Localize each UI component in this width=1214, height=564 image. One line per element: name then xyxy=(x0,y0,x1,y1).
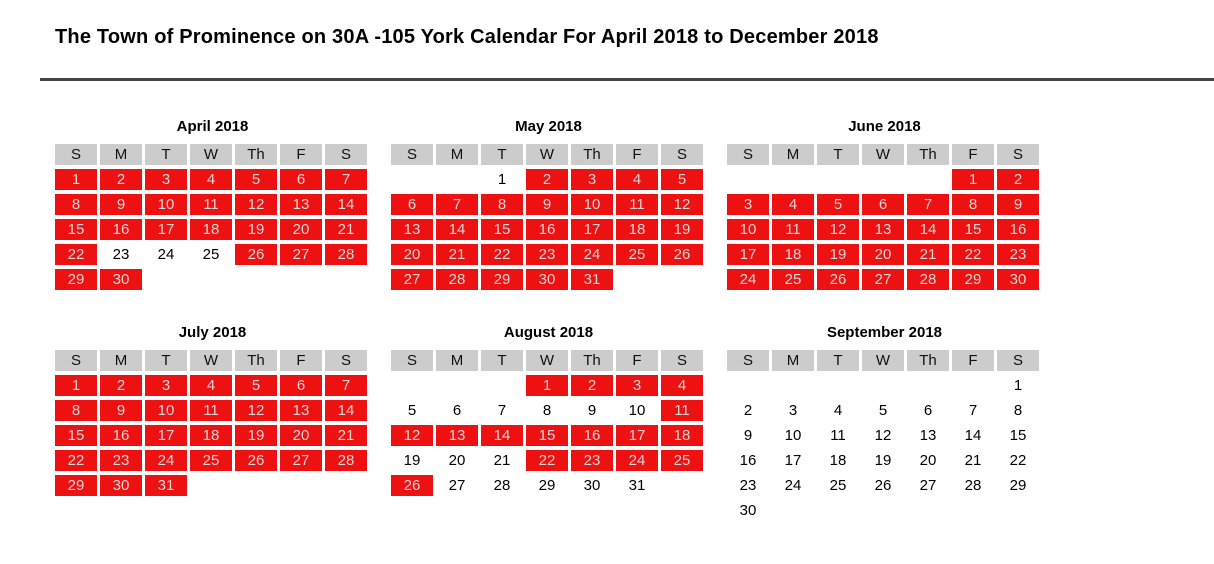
day-cell-14[interactable]: 14 xyxy=(907,219,949,240)
day-cell-1[interactable]: 1 xyxy=(526,375,568,396)
day-cell-30[interactable]: 30 xyxy=(739,502,757,519)
day-cell-27[interactable]: 27 xyxy=(862,269,904,290)
month-grid xyxy=(727,144,1042,290)
day-cell-15[interactable]: 15 xyxy=(481,219,523,240)
day-header: T xyxy=(817,350,859,371)
day-cell-12[interactable]: 12 xyxy=(661,194,703,215)
day-cell-4[interactable]: 4 xyxy=(772,194,814,215)
month-april-2018 xyxy=(55,118,370,290)
day-cell-20[interactable]: 20 xyxy=(919,452,937,469)
day-cell-30[interactable]: 30 xyxy=(526,269,568,290)
day-cell-30[interactable]: 30 xyxy=(583,477,601,494)
day-header: T xyxy=(817,144,859,165)
empty-cell xyxy=(727,169,769,190)
day-cell-6[interactable]: 6 xyxy=(923,402,933,419)
day-header: W xyxy=(862,350,904,371)
day-cell-10[interactable]: 10 xyxy=(145,194,187,215)
day-cell-5[interactable]: 5 xyxy=(817,194,859,215)
day-cell-10[interactable]: 10 xyxy=(628,402,646,419)
day-cell-19[interactable]: 19 xyxy=(817,244,859,265)
day-cell-9[interactable]: 9 xyxy=(100,194,142,215)
day-cell-31[interactable]: 31 xyxy=(145,475,187,496)
day-cell-26[interactable]: 26 xyxy=(874,477,892,494)
day-cell-17[interactable]: 17 xyxy=(784,452,802,469)
day-cell-25[interactable]: 25 xyxy=(661,450,703,471)
day-cell-6[interactable]: 6 xyxy=(280,169,322,190)
day-header: W xyxy=(190,144,232,165)
day-cell-8[interactable]: 8 xyxy=(952,194,994,215)
empty-cell xyxy=(772,169,814,190)
day-header: S xyxy=(391,350,433,371)
day-header: T xyxy=(145,144,187,165)
day-header: S xyxy=(325,350,367,371)
day-cell-15[interactable]: 15 xyxy=(55,219,97,240)
day-header: M xyxy=(436,144,478,165)
empty-cell xyxy=(727,375,769,396)
day-header: S xyxy=(325,144,367,165)
day-cell-29[interactable]: 29 xyxy=(55,475,97,496)
day-cell-19[interactable]: 19 xyxy=(403,452,421,469)
day-cell-23[interactable]: 23 xyxy=(112,246,130,263)
day-cell-19[interactable]: 19 xyxy=(235,219,277,240)
day-cell-28[interactable]: 28 xyxy=(964,477,982,494)
day-cell-23[interactable]: 23 xyxy=(100,450,142,471)
day-cell-7[interactable]: 7 xyxy=(907,194,949,215)
day-cell-16[interactable]: 16 xyxy=(100,425,142,446)
day-header: S xyxy=(661,144,703,165)
day-cell-22[interactable]: 22 xyxy=(526,450,568,471)
day-header: Th xyxy=(235,144,277,165)
day-cell-31[interactable]: 31 xyxy=(628,477,646,494)
day-cell-11[interactable]: 11 xyxy=(616,194,658,215)
day-cell-27[interactable]: 27 xyxy=(391,269,433,290)
day-cell-7[interactable]: 7 xyxy=(325,169,367,190)
empty-cell xyxy=(817,169,859,190)
day-header: T xyxy=(481,144,523,165)
day-cell-18[interactable]: 18 xyxy=(661,425,703,446)
month-title: May 2018 xyxy=(515,118,582,135)
day-cell-10[interactable]: 10 xyxy=(571,194,613,215)
day-cell-24[interactable]: 24 xyxy=(727,269,769,290)
day-cell-13[interactable]: 13 xyxy=(436,425,478,446)
empty-cell xyxy=(862,375,904,396)
day-header: T xyxy=(481,350,523,371)
day-cell-8[interactable]: 8 xyxy=(55,194,97,215)
day-cell-14[interactable]: 14 xyxy=(436,219,478,240)
day-cell-3[interactable]: 3 xyxy=(571,169,613,190)
day-cell-17[interactable]: 17 xyxy=(616,425,658,446)
day-cell-3[interactable]: 3 xyxy=(145,169,187,190)
month-grid xyxy=(391,350,706,496)
day-header: W xyxy=(862,144,904,165)
day-cell-12[interactable]: 12 xyxy=(874,427,892,444)
day-cell-3[interactable]: 3 xyxy=(727,194,769,215)
day-cell-13[interactable]: 13 xyxy=(862,219,904,240)
day-cell-13[interactable]: 13 xyxy=(280,400,322,421)
day-header: M xyxy=(100,350,142,371)
day-cell-28[interactable]: 28 xyxy=(436,269,478,290)
day-cell-30[interactable]: 30 xyxy=(100,269,142,290)
day-cell-12[interactable]: 12 xyxy=(391,425,433,446)
day-cell-20[interactable]: 20 xyxy=(862,244,904,265)
day-cell-1[interactable]: 1 xyxy=(1013,377,1023,394)
day-cell-29[interactable]: 29 xyxy=(1009,477,1027,494)
day-cell-10[interactable]: 10 xyxy=(727,219,769,240)
day-cell-15[interactable]: 15 xyxy=(526,425,568,446)
day-cell-9[interactable]: 9 xyxy=(743,427,753,444)
day-header: F xyxy=(280,350,322,371)
day-cell-26[interactable]: 26 xyxy=(235,244,277,265)
empty-cell xyxy=(391,375,433,396)
day-cell-5[interactable]: 5 xyxy=(235,375,277,396)
day-cell-25[interactable]: 25 xyxy=(202,246,220,263)
day-header: Th xyxy=(571,350,613,371)
day-cell-28[interactable]: 28 xyxy=(325,244,367,265)
day-cell-10[interactable]: 10 xyxy=(784,427,802,444)
day-cell-15[interactable]: 15 xyxy=(952,219,994,240)
day-cell-2[interactable]: 2 xyxy=(743,402,753,419)
day-cell-15[interactable]: 15 xyxy=(55,425,97,446)
page-title: The Town of Prominence on 30A -105 York Calendar For April 2018 to December 2018 xyxy=(55,26,879,48)
horizontal-divider xyxy=(40,78,1214,81)
month-title: June 2018 xyxy=(848,118,921,135)
day-cell-3[interactable]: 3 xyxy=(788,402,798,419)
day-cell-13[interactable]: 13 xyxy=(280,194,322,215)
day-cell-26[interactable]: 26 xyxy=(817,269,859,290)
day-cell-26[interactable]: 26 xyxy=(391,475,433,496)
day-cell-9[interactable]: 9 xyxy=(587,402,597,419)
day-cell-2[interactable]: 2 xyxy=(571,375,613,396)
day-header: W xyxy=(526,350,568,371)
day-cell-22[interactable]: 22 xyxy=(952,244,994,265)
day-cell-20[interactable]: 20 xyxy=(280,425,322,446)
day-cell-22[interactable]: 22 xyxy=(55,244,97,265)
day-cell-22[interactable]: 22 xyxy=(55,450,97,471)
day-header: Th xyxy=(907,144,949,165)
day-cell-4[interactable]: 4 xyxy=(190,169,232,190)
day-cell-2[interactable]: 2 xyxy=(100,375,142,396)
day-cell-25[interactable]: 25 xyxy=(829,477,847,494)
day-cell-29[interactable]: 29 xyxy=(952,269,994,290)
day-cell-23[interactable]: 23 xyxy=(997,244,1039,265)
day-cell-13[interactable]: 13 xyxy=(391,219,433,240)
month-may-2018 xyxy=(391,118,706,290)
calendar-grid xyxy=(55,118,1214,521)
day-cell-27[interactable]: 27 xyxy=(280,450,322,471)
day-cell-21[interactable]: 21 xyxy=(436,244,478,265)
month-august-2018 xyxy=(391,324,706,521)
day-header: F xyxy=(952,144,994,165)
empty-cell xyxy=(862,169,904,190)
day-header: F xyxy=(952,350,994,371)
day-header: S xyxy=(391,144,433,165)
day-cell-7[interactable]: 7 xyxy=(325,375,367,396)
empty-cell xyxy=(952,375,994,396)
day-cell-27[interactable]: 27 xyxy=(280,244,322,265)
day-cell-17[interactable]: 17 xyxy=(145,219,187,240)
day-cell-4[interactable]: 4 xyxy=(616,169,658,190)
empty-cell xyxy=(907,375,949,396)
day-cell-11[interactable]: 11 xyxy=(830,427,846,444)
day-cell-17[interactable]: 17 xyxy=(571,219,613,240)
day-cell-1[interactable]: 1 xyxy=(55,169,97,190)
day-cell-1[interactable]: 1 xyxy=(497,171,507,188)
day-cell-11[interactable]: 11 xyxy=(190,400,232,421)
day-header: M xyxy=(436,350,478,371)
day-header: S xyxy=(727,144,769,165)
day-cell-18[interactable]: 18 xyxy=(829,452,847,469)
day-header: S xyxy=(55,144,97,165)
day-cell-25[interactable]: 25 xyxy=(616,244,658,265)
day-cell-14[interactable]: 14 xyxy=(325,400,367,421)
day-cell-16[interactable]: 16 xyxy=(997,219,1039,240)
day-cell-1[interactable]: 1 xyxy=(952,169,994,190)
day-cell-9[interactable]: 9 xyxy=(100,400,142,421)
day-cell-3[interactable]: 3 xyxy=(145,375,187,396)
day-cell-19[interactable]: 19 xyxy=(661,219,703,240)
day-cell-21[interactable]: 21 xyxy=(964,452,982,469)
day-cell-14[interactable]: 14 xyxy=(964,427,982,444)
empty-cell xyxy=(391,169,433,190)
day-header: S xyxy=(727,350,769,371)
month-title: September 2018 xyxy=(826,324,943,341)
day-cell-17[interactable]: 17 xyxy=(145,425,187,446)
day-cell-6[interactable]: 6 xyxy=(280,375,322,396)
day-cell-1[interactable]: 1 xyxy=(55,375,97,396)
day-cell-27[interactable]: 27 xyxy=(919,477,937,494)
day-cell-24[interactable]: 24 xyxy=(784,477,802,494)
day-header: F xyxy=(616,350,658,371)
day-header: S xyxy=(661,350,703,371)
empty-cell xyxy=(436,169,478,190)
day-cell-8[interactable]: 8 xyxy=(55,400,97,421)
day-cell-31[interactable]: 31 xyxy=(571,269,613,290)
day-cell-16[interactable]: 16 xyxy=(739,452,757,469)
day-cell-11[interactable]: 11 xyxy=(190,194,232,215)
day-cell-20[interactable]: 20 xyxy=(280,219,322,240)
day-cell-18[interactable]: 18 xyxy=(616,219,658,240)
day-header: W xyxy=(526,144,568,165)
empty-cell xyxy=(772,375,814,396)
day-cell-6[interactable]: 6 xyxy=(452,402,462,419)
day-cell-16[interactable]: 16 xyxy=(526,219,568,240)
day-cell-26[interactable]: 26 xyxy=(661,244,703,265)
day-cell-18[interactable]: 18 xyxy=(190,219,232,240)
empty-cell xyxy=(436,375,478,396)
day-cell-27[interactable]: 27 xyxy=(448,477,466,494)
day-cell-4[interactable]: 4 xyxy=(661,375,703,396)
day-cell-7[interactable]: 7 xyxy=(968,402,978,419)
day-header: W xyxy=(190,350,232,371)
day-cell-13[interactable]: 13 xyxy=(919,427,937,444)
day-cell-10[interactable]: 10 xyxy=(145,400,187,421)
month-title: August 2018 xyxy=(503,324,594,341)
day-cell-28[interactable]: 28 xyxy=(325,450,367,471)
day-cell-9[interactable]: 9 xyxy=(997,194,1039,215)
day-header: S xyxy=(997,350,1039,371)
day-cell-29[interactable]: 29 xyxy=(55,269,97,290)
day-header: Th xyxy=(907,350,949,371)
day-header: Th xyxy=(235,350,277,371)
day-cell-9[interactable]: 9 xyxy=(526,194,568,215)
day-cell-16[interactable]: 16 xyxy=(571,425,613,446)
day-cell-25[interactable]: 25 xyxy=(772,269,814,290)
day-cell-14[interactable]: 14 xyxy=(325,194,367,215)
day-header: S xyxy=(997,144,1039,165)
day-cell-7[interactable]: 7 xyxy=(497,402,507,419)
day-cell-14[interactable]: 14 xyxy=(481,425,523,446)
day-header: M xyxy=(100,144,142,165)
day-cell-23[interactable]: 23 xyxy=(739,477,757,494)
day-cell-2[interactable]: 2 xyxy=(100,169,142,190)
day-cell-18[interactable]: 18 xyxy=(772,244,814,265)
empty-cell xyxy=(907,169,949,190)
day-cell-29[interactable]: 29 xyxy=(538,477,556,494)
day-cell-8[interactable]: 8 xyxy=(542,402,552,419)
day-cell-15[interactable]: 15 xyxy=(1009,427,1027,444)
month-title: April 2018 xyxy=(176,118,249,135)
day-cell-7[interactable]: 7 xyxy=(436,194,478,215)
day-cell-2[interactable]: 2 xyxy=(997,169,1039,190)
day-cell-4[interactable]: 4 xyxy=(833,402,843,419)
month-july-2018 xyxy=(55,324,370,521)
day-cell-8[interactable]: 8 xyxy=(1013,402,1023,419)
day-cell-6[interactable]: 6 xyxy=(862,194,904,215)
day-cell-4[interactable]: 4 xyxy=(190,375,232,396)
month-september-2018 xyxy=(727,324,1042,521)
day-cell-2[interactable]: 2 xyxy=(526,169,568,190)
day-cell-23[interactable]: 23 xyxy=(571,450,613,471)
day-cell-19[interactable]: 19 xyxy=(874,452,892,469)
day-cell-8[interactable]: 8 xyxy=(481,194,523,215)
day-cell-20[interactable]: 20 xyxy=(448,452,466,469)
day-cell-12[interactable]: 12 xyxy=(235,400,277,421)
day-header: S xyxy=(55,350,97,371)
day-cell-24[interactable]: 24 xyxy=(157,246,175,263)
day-cell-21[interactable]: 21 xyxy=(493,452,511,469)
day-cell-17[interactable]: 17 xyxy=(727,244,769,265)
day-cell-30[interactable]: 30 xyxy=(997,269,1039,290)
day-cell-6[interactable]: 6 xyxy=(391,194,433,215)
day-cell-26[interactable]: 26 xyxy=(235,450,277,471)
day-cell-11[interactable]: 11 xyxy=(661,400,703,421)
day-cell-28[interactable]: 28 xyxy=(493,477,511,494)
day-cell-21[interactable]: 21 xyxy=(907,244,949,265)
empty-cell xyxy=(817,375,859,396)
day-cell-5[interactable]: 5 xyxy=(235,169,277,190)
day-header: F xyxy=(616,144,658,165)
month-grid xyxy=(727,350,1042,521)
day-cell-23[interactable]: 23 xyxy=(526,244,568,265)
day-cell-20[interactable]: 20 xyxy=(391,244,433,265)
day-cell-19[interactable]: 19 xyxy=(235,425,277,446)
day-cell-3[interactable]: 3 xyxy=(616,375,658,396)
day-header: M xyxy=(772,350,814,371)
day-cell-29[interactable]: 29 xyxy=(481,269,523,290)
month-grid xyxy=(55,350,370,496)
day-header: Th xyxy=(571,144,613,165)
day-cell-5[interactable]: 5 xyxy=(407,402,417,419)
day-cell-5[interactable]: 5 xyxy=(878,402,888,419)
day-cell-21[interactable]: 21 xyxy=(325,219,367,240)
empty-cell xyxy=(481,375,523,396)
day-header: F xyxy=(280,144,322,165)
day-cell-30[interactable]: 30 xyxy=(100,475,142,496)
month-june-2018 xyxy=(727,118,1042,290)
month-grid xyxy=(55,144,370,290)
day-header: M xyxy=(772,144,814,165)
day-cell-24[interactable]: 24 xyxy=(145,450,187,471)
day-cell-28[interactable]: 28 xyxy=(907,269,949,290)
month-title: July 2018 xyxy=(178,324,247,341)
day-cell-16[interactable]: 16 xyxy=(100,219,142,240)
day-cell-12[interactable]: 12 xyxy=(235,194,277,215)
day-header: T xyxy=(145,350,187,371)
day-cell-24[interactable]: 24 xyxy=(571,244,613,265)
day-cell-21[interactable]: 21 xyxy=(325,425,367,446)
day-cell-12[interactable]: 12 xyxy=(817,219,859,240)
day-cell-24[interactable]: 24 xyxy=(616,450,658,471)
day-cell-22[interactable]: 22 xyxy=(481,244,523,265)
day-cell-5[interactable]: 5 xyxy=(661,169,703,190)
month-grid xyxy=(391,144,706,290)
day-cell-11[interactable]: 11 xyxy=(772,219,814,240)
day-cell-18[interactable]: 18 xyxy=(190,425,232,446)
day-cell-25[interactable]: 25 xyxy=(190,450,232,471)
day-cell-22[interactable]: 22 xyxy=(1009,452,1027,469)
